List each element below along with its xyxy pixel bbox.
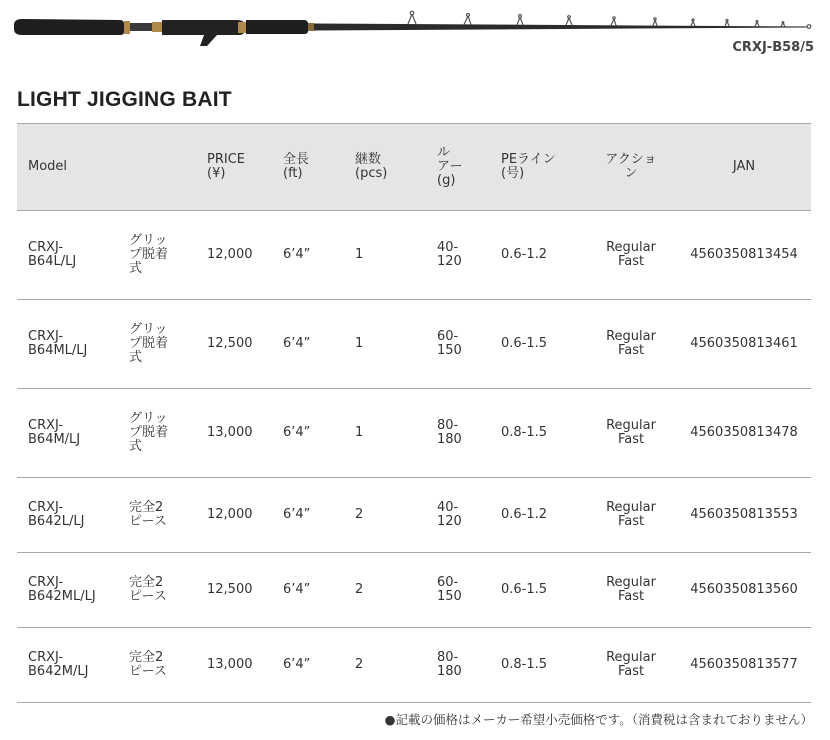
cell-pe-line: 0.6-1.2 <box>501 478 585 553</box>
header-action: アクショ ン <box>585 124 677 211</box>
header-pieces: 継数 (pcs) <box>355 124 437 211</box>
cell-jan: 4560350813454 <box>677 211 811 300</box>
table-row <box>17 300 811 389</box>
cell-pieces: 1 <box>355 389 437 478</box>
table-row <box>17 553 811 628</box>
cell-type: 完全2 ピース <box>129 628 207 703</box>
cell-pieces: 2 <box>355 478 437 553</box>
table-row <box>17 389 811 478</box>
cell-type: 完全2 ピース <box>129 553 207 628</box>
cell-lure: 40- 120 <box>437 211 501 300</box>
cell-lure: 80- 180 <box>437 628 501 703</box>
cell-model: CRXJ- B642L/LJ <box>17 478 129 553</box>
cell-jan: 4560350813560 <box>677 553 811 628</box>
cell-pe-line: 0.8-1.5 <box>501 389 585 478</box>
cell-lure: 60- 150 <box>437 553 501 628</box>
cell-lure: 40- 120 <box>437 478 501 553</box>
rod-fore-grip <box>246 20 308 34</box>
cell-model: CRXJ- B642M/LJ <box>17 628 129 703</box>
cell-action: Regular Fast <box>585 478 677 553</box>
cell-jan: 4560350813577 <box>677 628 811 703</box>
cell-length: 6’4” <box>283 211 355 300</box>
cell-pe-line: 0.6-1.2 <box>501 211 585 300</box>
rod-rear-grip <box>14 19 124 35</box>
cell-action: Regular Fast <box>585 553 677 628</box>
cell-length: 6’4” <box>283 389 355 478</box>
rod-model-code: CRXJ-B58/5 <box>732 40 814 55</box>
header-type <box>129 124 207 211</box>
cell-type: 完全2 ピース <box>129 478 207 553</box>
cell-length: 6’4” <box>283 300 355 389</box>
header-pe-line: PEライン (号) <box>501 124 585 211</box>
cell-price: 12,500 <box>207 553 283 628</box>
section-title: LIGHT JIGGING BAIT <box>17 88 232 111</box>
header-length: 全長 (ft) <box>283 124 355 211</box>
rod-reel-seat <box>162 20 244 46</box>
table-header-row <box>17 124 811 211</box>
cell-price: 12,500 <box>207 300 283 389</box>
cell-jan: 4560350813553 <box>677 478 811 553</box>
header-jan: JAN <box>677 124 811 211</box>
cell-price: 12,000 <box>207 211 283 300</box>
cell-length: 6’4” <box>283 553 355 628</box>
cell-jan: 4560350813461 <box>677 300 811 389</box>
spec-table <box>17 123 811 703</box>
cell-pe-line: 0.8-1.5 <box>501 628 585 703</box>
header-model: Model <box>17 124 129 211</box>
table-row <box>17 628 811 703</box>
rod-gold-ring <box>124 21 130 34</box>
table-row <box>17 478 811 553</box>
cell-lure: 60- 150 <box>437 300 501 389</box>
cell-pieces: 2 <box>355 628 437 703</box>
cell-pieces: 2 <box>355 553 437 628</box>
fishing-rod-image <box>12 8 818 48</box>
cell-action: Regular Fast <box>585 628 677 703</box>
cell-length: 6’4” <box>283 478 355 553</box>
cell-pe-line: 0.6-1.5 <box>501 553 585 628</box>
price-footnote: ●記載の価格はメーカー希望小売価格です。（消費税は含まれておりません） <box>384 712 813 727</box>
cell-price: 13,000 <box>207 628 283 703</box>
cell-model: CRXJ- B642ML/LJ <box>17 553 129 628</box>
rod-blank <box>314 24 807 31</box>
cell-jan: 4560350813478 <box>677 389 811 478</box>
cell-lure: 80- 180 <box>437 389 501 478</box>
cell-price: 12,000 <box>207 478 283 553</box>
cell-model: CRXJ- B64M/LJ <box>17 389 129 478</box>
header-lure: ル アー (g) <box>437 124 501 211</box>
cell-type: グリッ プ脱着 式 <box>129 389 207 478</box>
cell-pieces: 1 <box>355 211 437 300</box>
header-price: PRICE (¥) <box>207 124 283 211</box>
cell-action: Regular Fast <box>585 389 677 478</box>
cell-length: 6’4” <box>283 628 355 703</box>
table-row <box>17 211 811 300</box>
cell-pieces: 1 <box>355 300 437 389</box>
cell-type: グリッ プ脱着 式 <box>129 211 207 300</box>
cell-price: 13,000 <box>207 389 283 478</box>
cell-action: Regular Fast <box>585 211 677 300</box>
cell-model: CRXJ- B64ML/LJ <box>17 300 129 389</box>
cell-pe-line: 0.6-1.5 <box>501 300 585 389</box>
cell-type: グリッ プ脱着 式 <box>129 300 207 389</box>
cell-action: Regular Fast <box>585 300 677 389</box>
cell-model: CRXJ- B64L/LJ <box>17 211 129 300</box>
